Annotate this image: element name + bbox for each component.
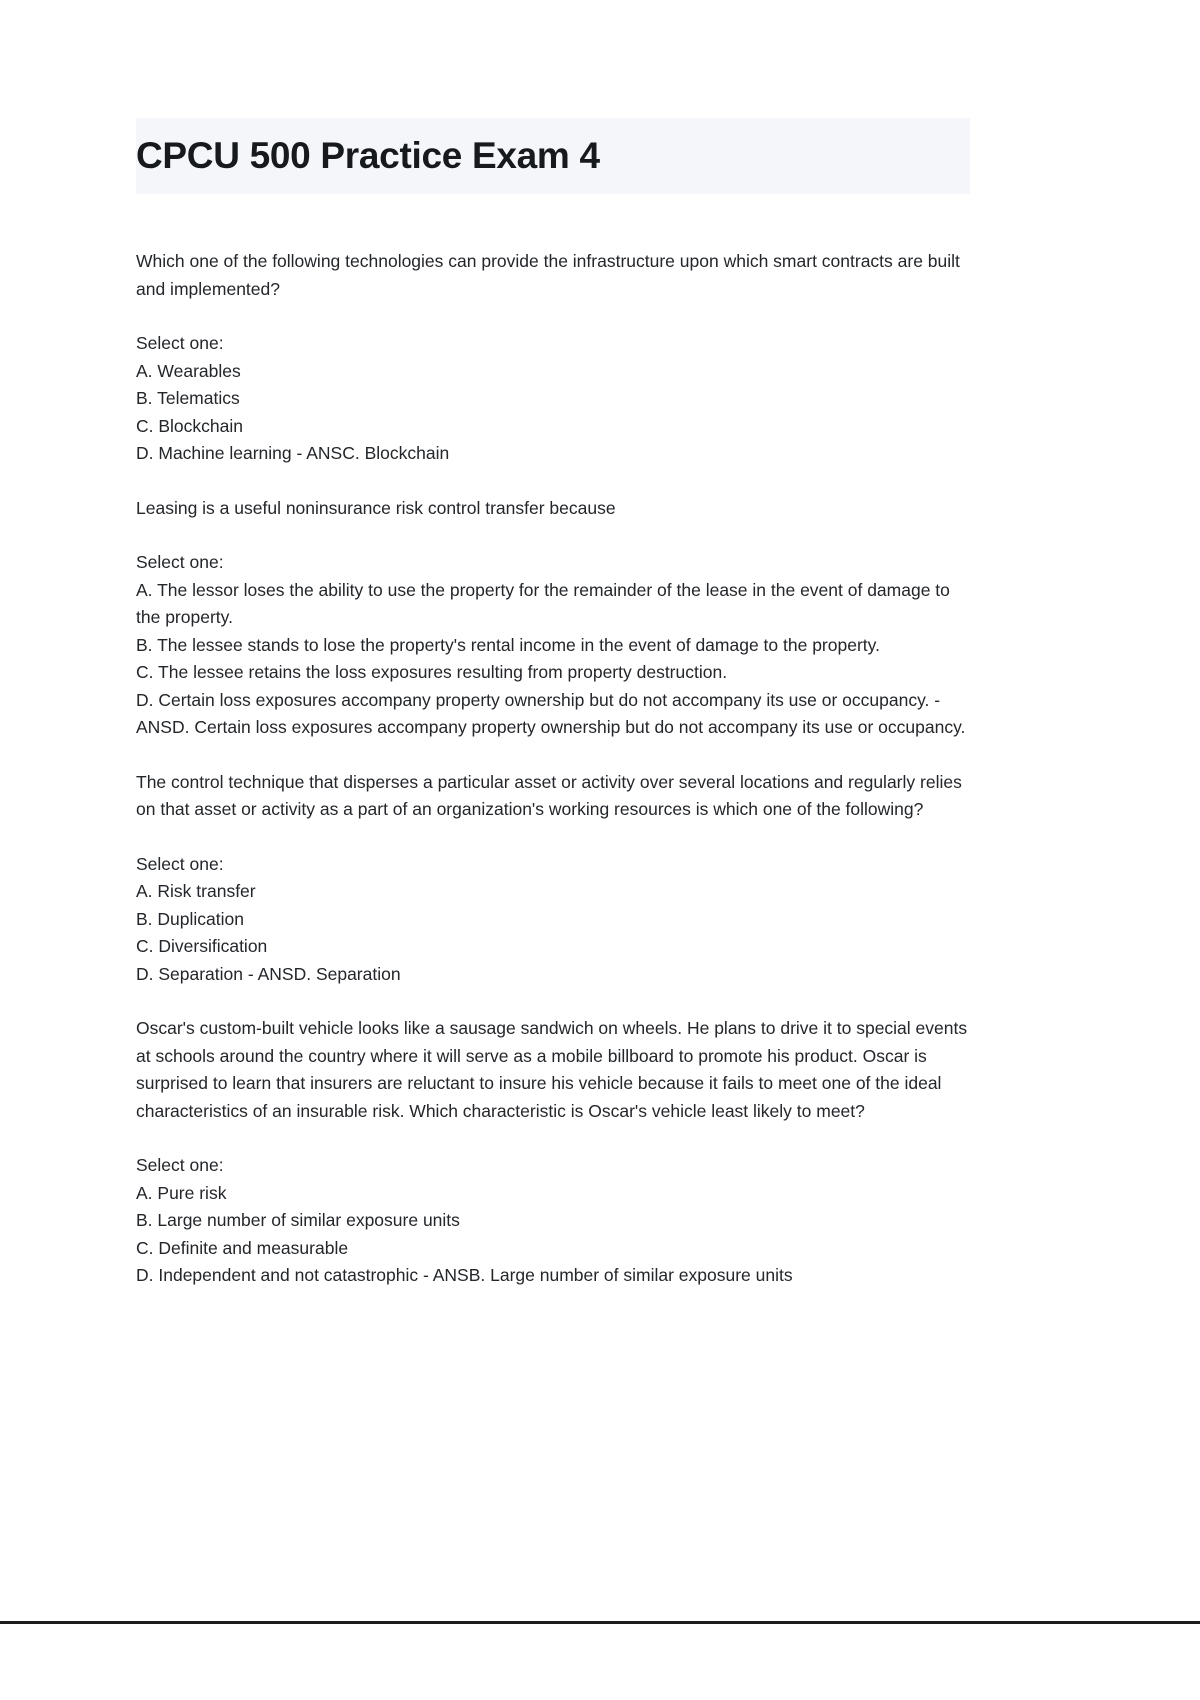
page-footer-area	[0, 1624, 1200, 1700]
question-item	[136, 495, 970, 742]
question-item	[136, 248, 970, 468]
answer-choice: B. Telematics	[136, 388, 240, 408]
page-title: CPCU 500 Practice Exam 4	[136, 135, 600, 176]
answer-choice: A. Risk transfer	[136, 881, 256, 901]
answer-choice: C. Definite and measurable	[136, 1237, 349, 1258]
question-item	[136, 1015, 970, 1290]
select-one-label: Select one:	[136, 333, 224, 353]
select-one-label: Select one:	[136, 853, 224, 874]
answer-choice: B. Large number of similar exposure units	[136, 1210, 460, 1230]
answer-choice: C. Blockchain	[136, 415, 243, 436]
answer-choice: D. Machine learning - ANSC. Blockchain	[136, 443, 450, 463]
select-one-label: Select one:	[136, 552, 224, 572]
exam-questions-list	[136, 248, 970, 1317]
question-item	[136, 769, 970, 989]
answer-choice: B. Duplication	[136, 908, 244, 929]
question-prompt: Which one of the following technologies can provide the infrastructure upon which smart contracts are built and implemented?	[136, 251, 960, 299]
select-one-label: Select one:	[136, 1155, 224, 1175]
answer-choice: C. Diversification	[136, 936, 268, 956]
question-prompt: Oscar's custom-built vehicle looks like a sausage sandwich on wheels. He plans to drive it to special events at schools around the country where it will serve as a mobile billboard to promote his product. Oscar is surprised to learn that insurers are reluctant to insure his vehicle because it fails to meet one of the ideal characteristics of an insurable risk. Which characteristic is Oscar's vehicle least likely to meet?	[136, 1018, 968, 1121]
question-prompt: The control technique that disperses a particular asset or activity over several locations and regularly relies on that asset or activity as a part of an organization's working resources is which one of the following?	[136, 771, 962, 819]
answer-choice: A. The lessor loses the ability to use the property for the remainder of the lease in the event of damage to the property.	[136, 579, 950, 627]
answer-choice: A. Pure risk	[136, 1182, 227, 1203]
answer-choice: B. The lessee stands to lose the property's rental income in the event of damage to the property.	[136, 634, 880, 655]
answer-choice: C. The lessee retains the loss exposures resulting from property destruction.	[136, 662, 728, 682]
answer-choice: D. Certain loss exposures accompany property ownership but do not accompany its use or occupancy. - ANSD. Certain loss exposures accompany property ownership but do not accompany its use or occupancy.	[136, 689, 966, 737]
answer-choice: D. Independent and not catastrophic - ANSB. Large number of similar exposure units	[136, 1265, 793, 1285]
answer-choice: A. Wearables	[136, 360, 241, 381]
answer-choice: D. Separation - ANSD. Separation	[136, 963, 401, 984]
question-prompt: Leasing is a useful noninsurance risk control transfer because	[136, 497, 616, 518]
